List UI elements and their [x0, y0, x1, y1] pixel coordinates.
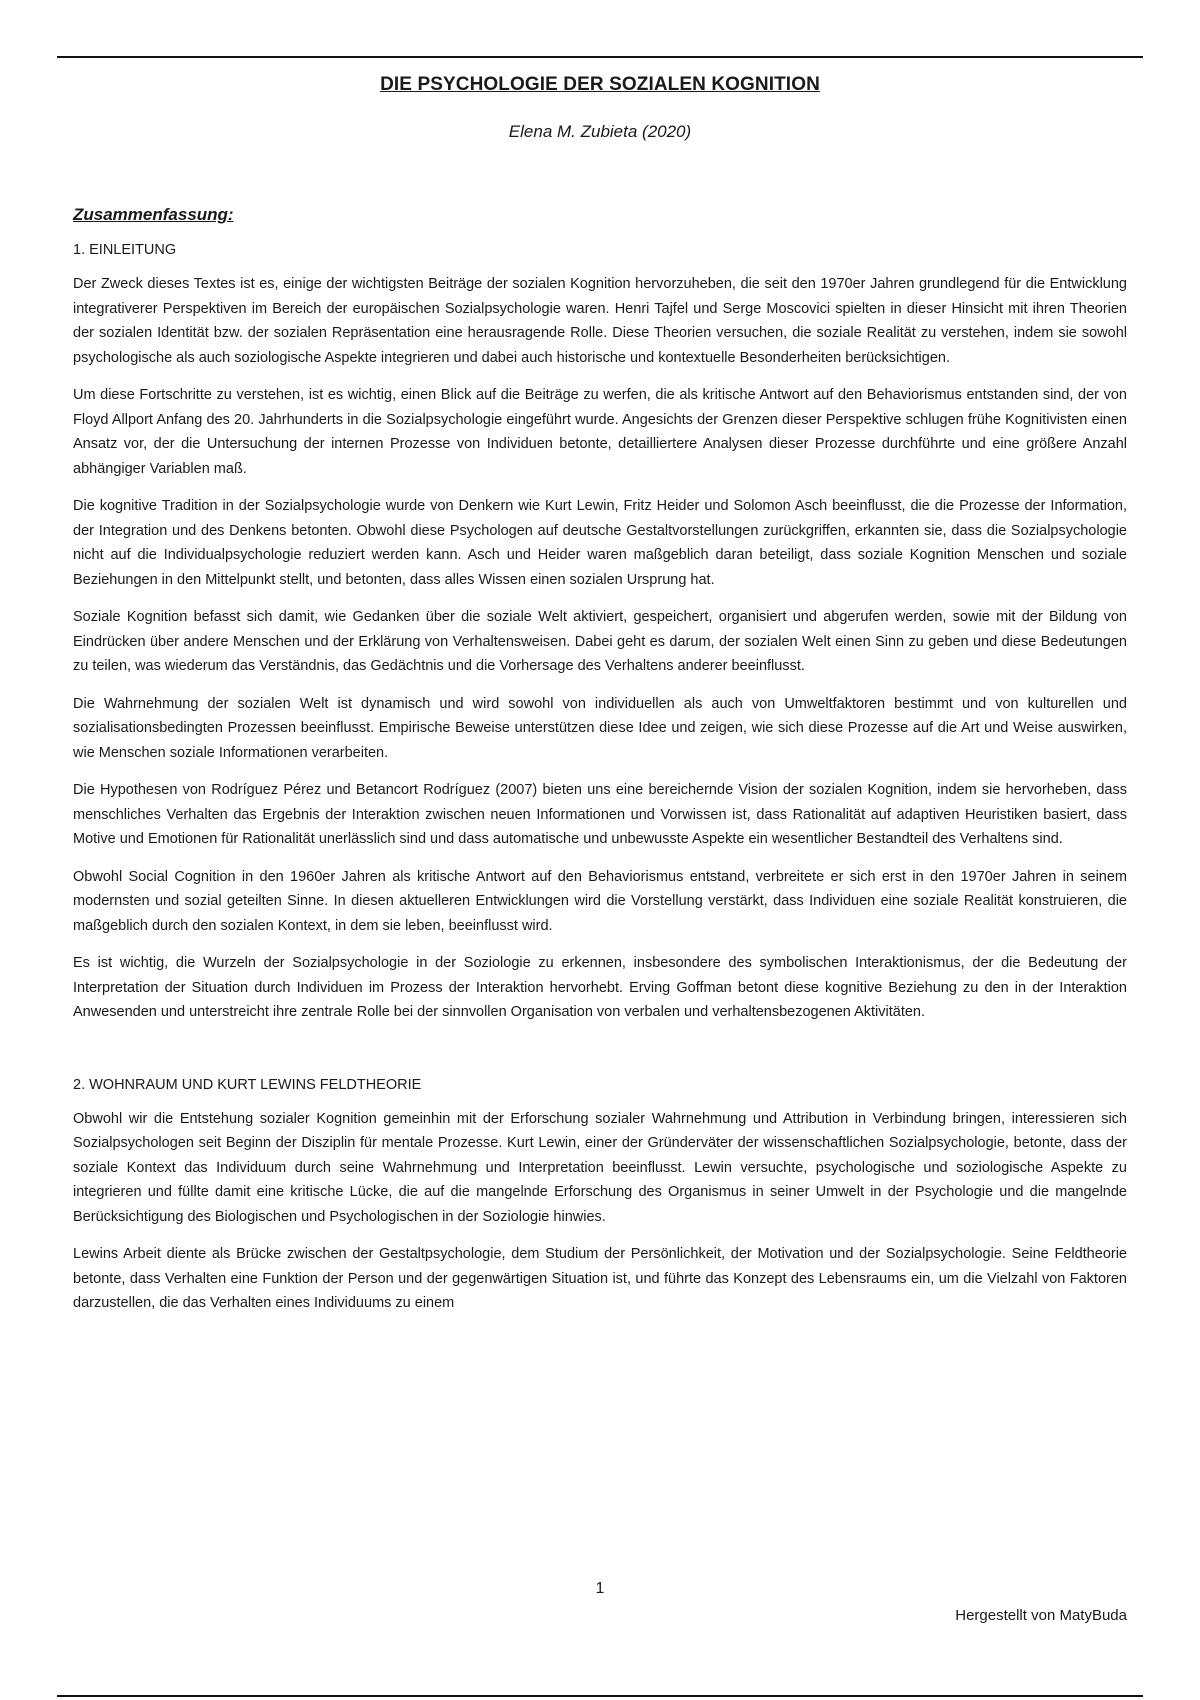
paragraph: Die Wahrnehmung der sozialen Welt ist dynamisch und wird sowohl von individuellen als auch von Umweltfaktoren bestimmt und von kulturellen und sozialisationsbedingten Prozessen beeinflusst. Empirische Beweise unterstützen diese Idee und zeigen, wie sich diese Prozesse auf die Art und Weise auswirken, wie Menschen soziale Informationen verarbeiten.: [73, 695, 1127, 761]
paragraph: Um diese Fortschritte zu verstehen, ist es wichtig, einen Blick auf die Beiträge zu werfen, die als kritische Antwort auf den Behaviorismus entstanden sind, der von Floyd Allport Anfang des 20. Jahrhunderts in die Sozialpsychologie eingeführt wurde. Angesichts der Grenzen dieser Perspektive schlugen frühe Kognitivisten einen Ansatz vor, der die Untersuchung der internen Prozesse von Individuen betonte, detailliertere Analysen dieser Prozesse durchführte und eine größere Anzahl abhängiger Variablen maß.: [73, 387, 1127, 477]
paragraph: Lewins Arbeit diente als Brücke zwischen der Gestaltpsychologie, dem Studium der Persönlichkeit, der Motivation und der Sozialpsychologie. Seine Feldtheorie betonte, dass Verhalten eine Funktion der Person und der gegenwärtigen Situation ist, und führte das Konzept des Lebensraums ein, um die Vielzahl von Faktoren darzustellen, die das Verhalten eines Individuums zu einem: [73, 1246, 1127, 1311]
document-title: DIE PSYCHOLOGIE DER SOZIALEN KOGNITION: [380, 74, 820, 95]
paragraph: Die Hypothesen von Rodríguez Pérez und Betancort Rodríguez (2007) bieten uns eine bereichernde Vision der sozialen Kognition, indem sie hervorheben, dass menschliches Verhalten das Ergebnis der Interaktion zwischen neuen Informationen und Vorwissen ist, dass Rationalität auf adaptiven Heuristiken basiert, dass Motive und Emotionen für Rationalität unerlässlich sind und dass automatische und unbewusste Aspekte ein wesentlicher Bestandteil des Verhaltens sind.: [73, 782, 1127, 847]
paragraph: Es ist wichtig, die Wurzeln der Sozialpsychologie in der Soziologie zu erkennen, insbesondere des symbolischen Interaktionismus, der die Bedeutung der Interpretation der Situation durch Individuen im Prozess der Interaktion hervorhebt. Erving Goffman betont diese kognitive Beziehung zu den in der Interaktion Anwesenden und unterstreicht ihre zentrale Rolle bei der sinnvollen Organisation von verbalen und verhaltensbezogenen Aktivitäten.: [73, 955, 1127, 1020]
page-number: 1: [595, 1580, 605, 1597]
section-heading-field-theory: 2. WOHNRAUM UND KURT LEWINS FELDTHEORIE: [73, 1076, 422, 1093]
document-subtitle: Elena M. Zubieta (2020): [508, 122, 692, 141]
paragraph: Der Zweck dieses Textes ist es, einige der wichtigsten Beiträge der sozialen Kognition hervorzuheben, die seit den 1970er Jahren grundlegend für die Entwicklung integrativerer Perspektiven im Bereich der europäischen Sozialpsychologie waren. Henri Tajfel und Serge Moscovici spielten in dieser Hinsicht mit ihren Theorien der sozialen Identität bzw. der sozialen Repräsentation eine herausragende Rolle. Diese Theorien versuchen, die soziale Realität zu verstehen, indem sie sowohl psychologische als auch soziologische Aspekte integrieren und dabei auch historische und kontextuelle Besonderheiten berücksichtigen.: [73, 276, 1127, 366]
credit-line: Hergestellt von MatyBuda: [955, 1607, 1127, 1624]
bottom-rule: [57, 1695, 1143, 1697]
summary-heading: Zusammenfassung:: [73, 205, 234, 224]
paragraph: Soziale Kognition befasst sich damit, wie Gedanken über die soziale Welt aktiviert, gespeichert, organisiert und abgerufen werden, sowie mit der Bildung von Eindrücken über andere Menschen und der Erklärung von Verhaltensweisen. Dabei geht es darum, der sozialen Welt einen Sinn zu geben und diese Bedeutungen zu teilen, was wiederum das Verständnis, das Gedächtnis und die Vorhersage des Verhaltens anderer beeinflusst.: [73, 609, 1127, 674]
document-body: [73, 205, 1127, 1329]
paragraph: Obwohl wir die Entstehung sozialer Kognition gemeinhin mit der Erforschung sozialer Wahrnehmung und Attribution in Verbindung bringen, interessieren sich Sozialpsychologen seit Beginn der Disziplin für mentale Prozesse. Kurt Lewin, einer der Gründerväter der wissenschaftlichen Sozialpsychologie, betonte, dass der soziale Kontext das Individuum durch seine Wahrnehmung und Interpretation beeinflusst. Lewin versuchte, psychologische und soziologische Aspekte zu integrieren und füllte damit eine kritische Lücke, die auf die mangelnde Erforschung des Organismus in seiner Umwelt in der Psychologie und die mangelnde Berücksichtigung des Biologischen und Psychologischen in der Soziologie hinwies.: [73, 1110, 1127, 1225]
paragraph: Obwohl Social Cognition in den 1960er Jahren als kritische Antwort auf den Behaviorismus entstand, verbreitete er sich erst in den 1970er Jahren in seinem modernsten und sozial geteilten Sinne. In diesen aktuelleren Entwicklungen wird die Vorstellung verstärkt, dass Individuen eine soziale Realität konstruieren, die maßgeblich durch den sozialen Kontext, in dem sie leben, beeinflusst wird.: [73, 868, 1127, 934]
section-heading-introduction: 1. EINLEITUNG: [73, 242, 177, 258]
paragraph: Die kognitive Tradition in der Sozialpsychologie wurde von Denkern wie Kurt Lewin, Fritz Heider und Solomon Asch beeinflusst, die die Prozesse der Information, der Integration und des Denkens betonten. Obwohl diese Psychologen auf deutsche Gestaltvorstellungen zurückgriffen, erkannten sie, dass die Sozialpsychologie nicht auf die Individualpsychologie reduziert werden kann. Asch und Heider waren maßgeblich daran beteiligt, dass soziale Kognition Menschen und soziale Beziehungen in den Mittelpunkt stellt, und betonten, dass alles Wissen einen sozialen Ursprung hat.: [73, 498, 1127, 588]
top-rule: [57, 56, 1143, 58]
